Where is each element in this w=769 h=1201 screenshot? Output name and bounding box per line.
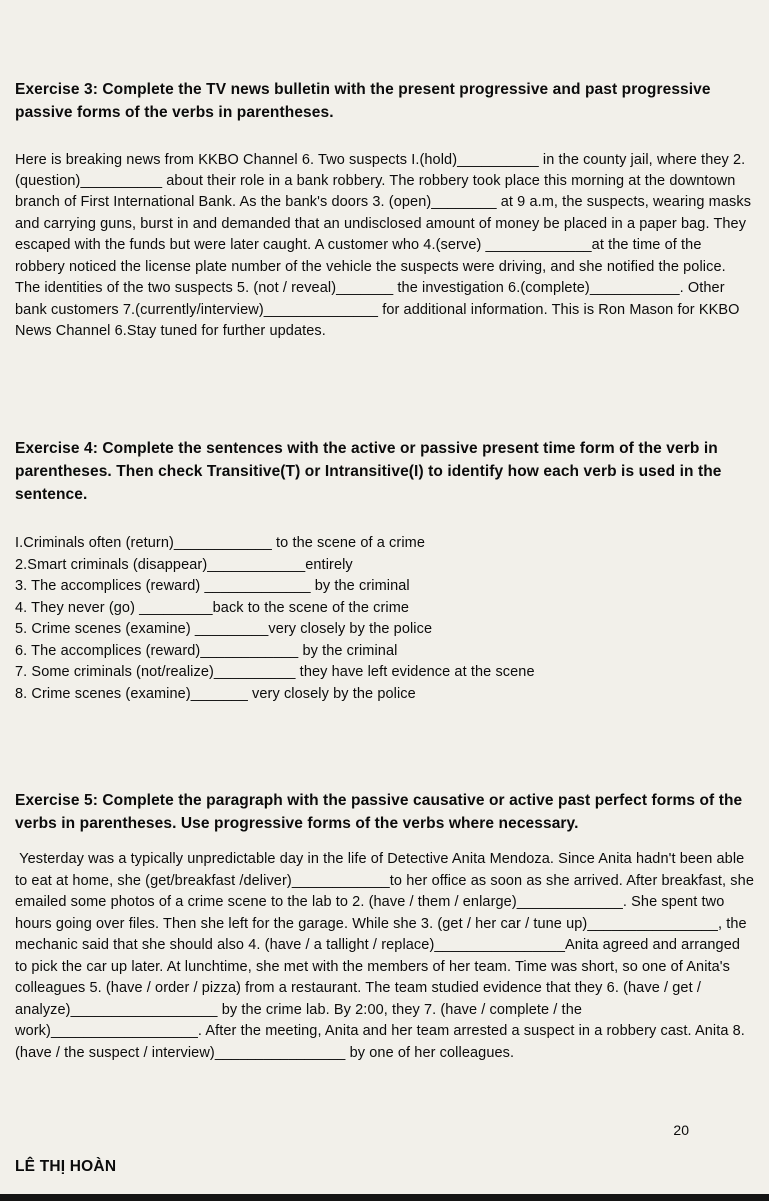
list-item: 7. Some criminals (not/realize)__________ they have left evidence at the scene xyxy=(15,664,535,681)
bottom-bar xyxy=(0,1194,769,1201)
list-item: 4. They never (go) _________back to the scene of the crime xyxy=(15,599,410,616)
exercise5-title: Exercise 5: Complete the paragraph with the passive causative or active past perfect forms of the verbs in parentheses. Use progressive forms of the verbs where necessary. xyxy=(15,791,743,833)
exercise4-title: Exercise 4: Complete the sentences with the active or passive present time form of the verb in parentheses. Then check Transitive(T) or Intransitive(I) to identify how each verb is used in the sentence. xyxy=(15,439,722,504)
list-item: I.Criminals often (return)____________ to the scene of a crime xyxy=(15,535,426,552)
list-item: 8. Crime scenes (examine)_______ very closely by the police xyxy=(15,685,416,702)
page-number: 20 xyxy=(673,1122,689,1138)
list-item: 5. Crime scenes (examine) _________very closely by the police xyxy=(15,621,433,638)
exercise4-list xyxy=(15,533,754,705)
list-item: 3. The accomplices (reward) _____________ by the criminal xyxy=(15,578,410,595)
exercise5-paragraph: Yesterday was a typically unpredictable day in the life of Detective Anita Mendoza. Since Anita hadn't been able to eat at home, she (get/breakfast /deliver)____________to her office as soon as she arrived. After breakfast, she emailed some photos of a crime scene to the lab to 2. (have / them / enlarge)_____________. She spent two hours going over files. Then she left for the garage. While she 3. (get / her car / tune up)________________, the mechanic said that she should also 4. (have / a tallight / replace)________________Anita agreed and arranged to pick the car up later. At lunchtime, she met with the members of her team. Time was short, so one of Anita's colleagues 5. (have / order / pizza) from a restaurant. The team studied evidence that they 6. (have / get / analyze)__________________ by the crime lab. By 2:00, they 7. (have / complete / the work)__________________. After the meeting, Anita and her team arrested a suspect in a robbery cast. Anita 8. (have / the suspect / interview)________________ by one of her colleagues. xyxy=(15,851,759,1061)
exercise3-paragraph: Here is breaking news from KKBO Channel 6. Two suspects I.(hold)__________ in the county jail, where they 2. (question)__________ about their role in a bank robbery. The robbery took place this morning at the downtown branch of First International Bank. As the bank's doors 3. (open)________ at 9 a.m, the suspects, wearing masks and carrying guns, burst in and demanded that an undisclosed amount of money be placed in a paper bag. They escaped with the funds but were later caught. A customer who 4.(serve) _____________at the time of the robbery noticed the license plate number of the vehicle the suspects were driving, and she notified the police. The identities of the two suspects 5. (not / reveal)_______ the investigation 6.(complete)___________. Other bank customers 7.(currently/interview)______________ for additional information. This is Ron Mason for KKBO News Channel 6.Stay tuned for further updates. xyxy=(15,151,756,340)
exercise3-title: Exercise 3: Complete the TV news bulletin with the present progressive and past progressive passive forms of the verbs in parentheses. xyxy=(15,81,711,122)
list-item: 6. The accomplices (reward)____________ by the criminal xyxy=(15,642,398,659)
list-item: 2.Smart criminals (disappear)____________entirely xyxy=(15,556,353,573)
footer-author: LÊ THỊ HOÀN xyxy=(15,1158,117,1175)
